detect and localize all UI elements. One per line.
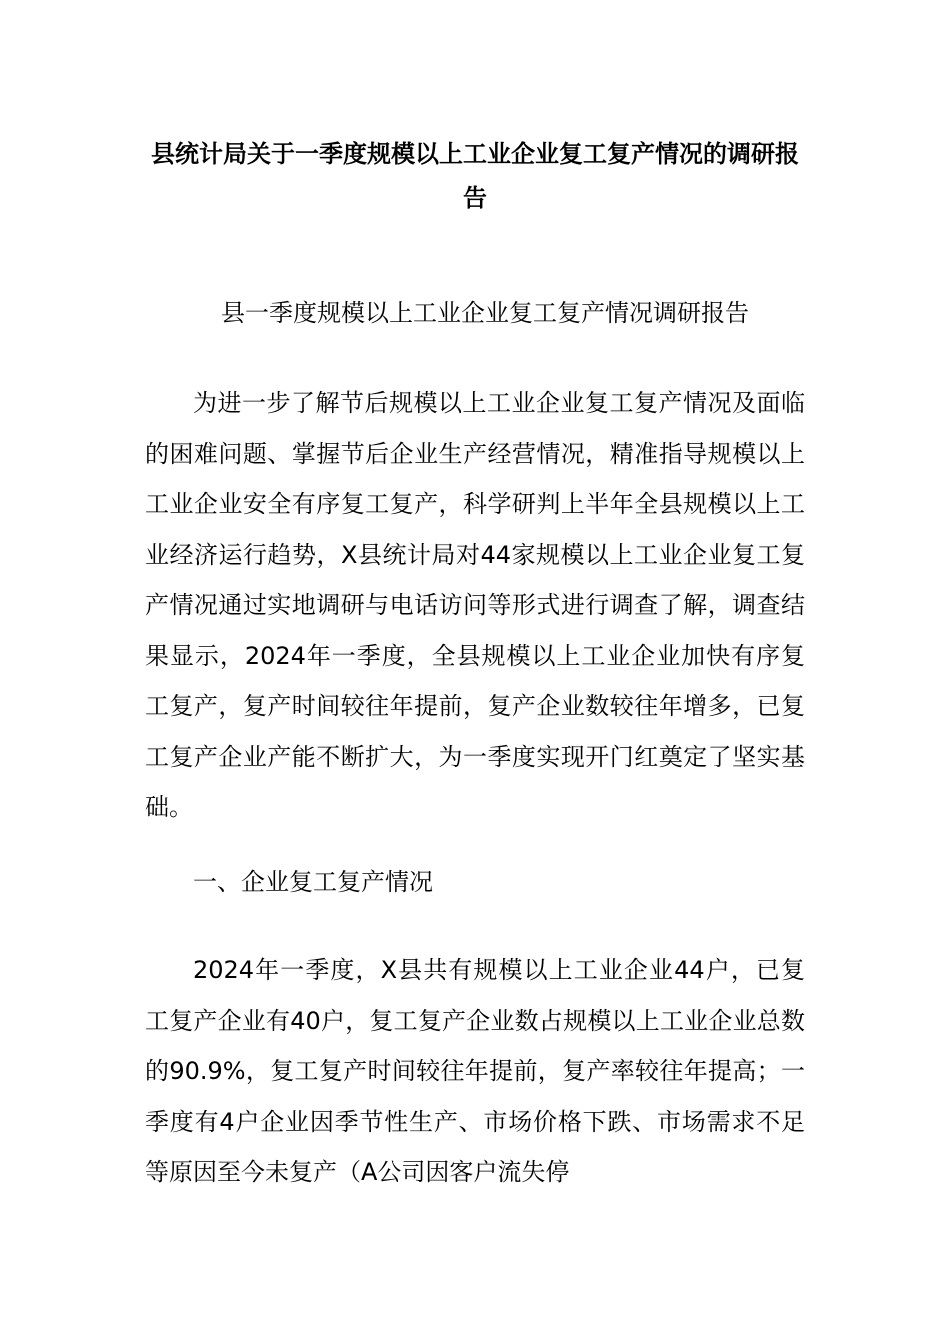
section-paragraph: 2024年一季度，X县共有规模以上工业企业44户，已复工复产企业有40户，复工复产企业数占规模以上工业企业总数的90.9%，复工复产时间较往年提前，复产率较往年提高；一季度有4户企业因季节性生产、市场价格下跌、市场需求不足等原因至今未复产（A公司因客户流失停 <box>145 956 805 1186</box>
document-title: 县统计局关于一季度规模以上工业企业复工复产情况的调研报告 <box>151 140 799 212</box>
document-subtitle: 县一季度规模以上工业企业复工复产情况调研报告 <box>221 299 749 327</box>
section-heading: 一、企业复工复产情况 <box>193 868 433 896</box>
intro-paragraph: 为进一步了解节后规模以上工业企业复工复产情况及面临的困难问题、掌握节后企业生产经营情况，精准指导规模以上工业企业安全有序复工复产，科学研判上半年全县规模以上工业经济运行趋势，X县统计局对44家规模以上工业企业复工复产情况通过实地调研与电话访问等形式进行调查了解，调查结果显示，2024年一季度，全县规模以上工业企业加快有序复工复产，复产时间较往年提前，复产企业数较往年增多，已复工复产企业产能不断扩大，为一季度实现开门红奠定了坚实基础。 <box>145 389 805 821</box>
